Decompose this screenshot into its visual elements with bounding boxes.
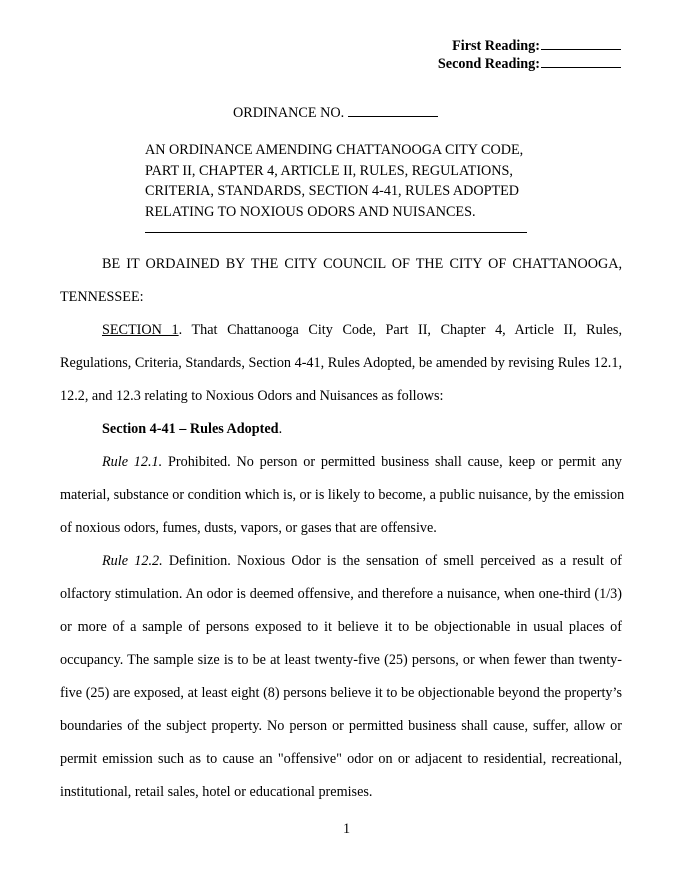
rule121-label: Rule 12.1.: [102, 454, 163, 470]
section1-line: Regulations, Criteria, Standards, Section 4-41, Rules Adopted, be amended by revising Rules 12.1,: [60, 355, 622, 371]
section1-line: [60, 322, 622, 355]
title-line: AN ORDINANCE AMENDING CHATTANOOGA CITY CODE,: [145, 142, 524, 158]
readings-block: [438, 37, 621, 73]
ordinance-number-label: ORDINANCE NO.: [233, 105, 345, 121]
second-reading-label: Second Reading:: [437, 56, 540, 72]
rule122-text: Definition. Noxious Odor is the sensation of smell perceived as a result of: [162, 553, 622, 569]
first-reading-label: First Reading:: [452, 38, 540, 54]
first-reading-blank: [541, 37, 621, 50]
rule122-line: institutional, retail sales, hotel or educational premises.: [60, 784, 373, 800]
rule121-text: Prohibited. No person or permitted business shall cause, keep or permit any: [162, 454, 622, 470]
rule122-line: occupancy. The sample size is to be at least twenty-five (25) persons, or when fewer than twenty-: [60, 652, 622, 668]
ordinance-number: [233, 104, 438, 122]
enacting-clause-line: TENNESSEE:: [60, 289, 144, 305]
ordinance-body: [60, 256, 625, 817]
title-line: PART II, CHAPTER 4, ARTICLE II, RULES, REGULATIONS,: [145, 162, 513, 179]
title-line: CRITERIA, STANDARDS, SECTION 4-41, RULES ADOPTED: [145, 183, 520, 199]
section-heading-text: Section 4-41 – Rules Adopted: [102, 421, 279, 437]
section-heading-period: .: [278, 421, 283, 437]
rule121-line: material, substance or condition which is, or is likely to become, a public nuisance, by the emission: [60, 487, 625, 503]
rule122-line: permit emission such as to cause an "offensive" odor on or adjacent to residential, recreational,: [60, 751, 622, 767]
rule122-line: [60, 553, 622, 586]
rule121-line: [60, 454, 622, 487]
section1-label: SECTION 1: [102, 322, 179, 338]
ordinance-title: [145, 140, 545, 222]
rule122-line: boundaries of the subject property. No person or permitted business shall cause, suffer, allow or: [60, 718, 622, 734]
title-line: RELATING TO NOXIOUS ODORS AND NUISANCES.: [145, 203, 476, 220]
page-number: 1: [342, 821, 351, 837]
rule122-label: Rule 12.2.: [102, 553, 163, 569]
rule121-line: of noxious odors, fumes, dusts, vapors, or gases that are offensive.: [60, 520, 437, 536]
rule122-line: or more of a sample of persons exposed to it believe it to be objectionable in usual places of: [60, 619, 622, 635]
title-divider: [145, 232, 527, 233]
second-reading-line: [438, 55, 621, 73]
section1-line: 12.2, and 12.3 relating to Noxious Odors and Nuisances as follows:: [60, 388, 444, 404]
section1-text: . That Chattanooga City Code, Part II, Chapter 4, Article II, Rules,: [178, 322, 622, 338]
rule122-line: olfactory stimulation. An odor is deemed offensive, and therefore a nuisance, when one-third (1/3): [60, 586, 622, 602]
ordinance-number-blank: [348, 104, 438, 117]
enacting-clause-line: BE IT ORDAINED BY THE CITY COUNCIL OF THE CITY OF CHATTANOOGA,: [102, 256, 622, 272]
second-reading-blank: [541, 55, 621, 68]
section-heading: [60, 421, 622, 454]
rule122-line: five (25) are exposed, at least eight (8) persons believe it to be objectionable beyond the property’s: [60, 685, 622, 701]
first-reading-line: [438, 37, 621, 55]
